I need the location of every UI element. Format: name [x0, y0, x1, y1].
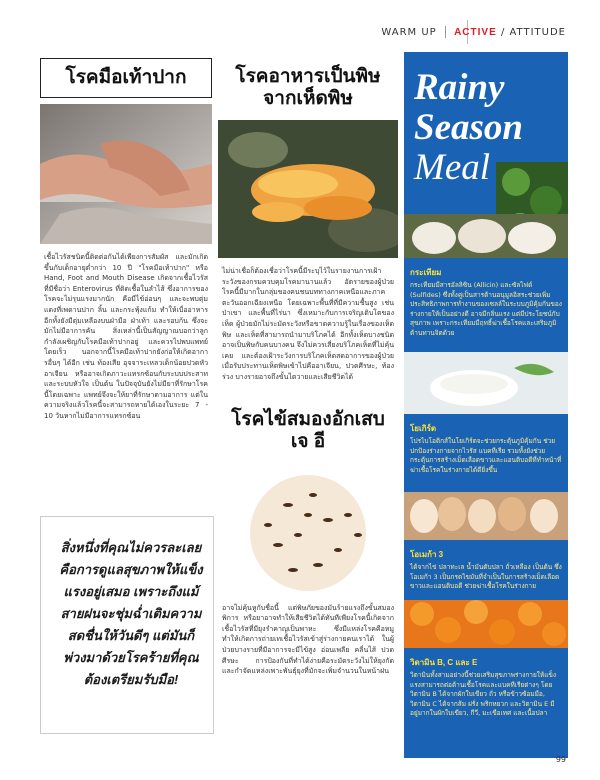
food-poisoning-title: โรคอาหารเป็นพิษ จากเห็ดพิษ	[235, 66, 381, 109]
food-omega3	[404, 492, 568, 592]
oranges-photo	[404, 600, 568, 648]
column-food-poisoning	[218, 52, 398, 677]
eggs-photo	[404, 492, 568, 540]
section-header	[381, 26, 566, 38]
column-hfmd	[40, 52, 212, 422]
food-desc-vitamins: วิตามินทั้งสามอย่างนี้ช่วยเสริมสุขภาพร่างกายให้แข็งแรงสามารถต่อต้านเชื้อโรคและแบคทีเรียต่างๆ โดยวิตามิน B ได้จากผักใบเขียว ถั่ว หรือข้าวซ้อมมือ, วิตามิน C ได้จากส้ม ฝรั่ง พริกหยวก และวิตามิน E มีอยู่มากในผักใบเขียว, กีวี, มะเขือเทศ และเนื้อปลา	[410, 671, 557, 718]
je-title: โรคไข้สมองอักเสบ เจ อี	[231, 408, 385, 452]
food-name-vitamins: วิตามิน B, C และ E	[410, 658, 478, 667]
header-section: WARM UP	[381, 27, 437, 38]
food-desc-yogurt: โปรไบโอติกส์ในโยเกิร์ตจะช่วยกระตุ้นภูมิคุ้มกัน ช่วยปกป้องร่างกายจากไวรัส แบคทีเรีย รวมทั้งยังช่วยกระตุ้นการสร้างเม็ดเลือดขาวและแอนติบอดีที่ทำหน้าที่ฆ่าเชื้อโรคในร่างกายได้ดียิ่งขึ้น	[410, 437, 562, 474]
header-separator	[445, 26, 446, 38]
food-name-yogurt: โยเกิร์ต	[410, 424, 437, 433]
hfmd-body: เชื้อไวรัสชนิดนี้ติดต่อกันได้เพียงการสัมผัส และมักเกิดขึ้นกับเด็กอายุต่ำกว่า 10 ปี "โรคมือเท้าปาก" หรือ Hand, Foot and Mouth Disease เกิดจากเชื้อไวรัสที่มีชื่อว่า Enterovirus ที่ติดเชื้อในลำไส้ ซึ่งอาการของโรคจะไม่รุนแรงมากนัก คือมีไข้อ่อนๆ และจะพบตุ่มแดงที่เพดานปาก ลิ้น และกระพุ้งแก้ม ทำให้เบื่ออาหาร อีกทั้งยังมีตุ่มเหลืองบนฝ่ามือ ฝ่าเท้า และรอบก้น ซึ่งจะมักไม่มีอาการคัน สิ่งเหล่านี้เป็นสัญญาณบอกว่าลูกกำลังเผชิญกับโรคมือเท้าปากอยู่ และควรไปพบแพทย์โดยเร็ว นอกจากนี้โรคมือเท้าปากยังก่อให้เกิดอาการอื่นๆ ได้อีก เช่น ท้องเสีย อุจจาระเหลวเด็กน้อยปวดหัว อาเจียน หรืออาจเกิดภาวะแทรกซ้อนกับระบบประสาทและระบบหัวใจ เป็นต้น ในปัจจุบันยังไม่มียาที่รักษาโรคนี้โดยเฉพาะ แพทย์จึงจะให้ยาที่รักษาตามอาการ แต่ในความจริงแล้วโรคนี้จะสามารถหายได้เองในระยะ 7 - 10 วันหากไม่มีอาการแทรกซ้อน	[44, 253, 208, 420]
page-number: 99	[555, 755, 566, 764]
hands-photo	[40, 104, 212, 244]
food-name-omega3: โอเมก้า 3	[410, 550, 444, 559]
food-yogurt	[404, 352, 568, 475]
mushroom-photo	[218, 120, 398, 258]
je-body: อาจไม่คุ้นหูกับชื่อนี้ แต่พิษภัยของมันร้ายแรงถึงขั้นสมองพิการ หรือยาอาจทำให้เสียชีวิตได้ทันทีเพียงโรคนี้เกิดจากเชื้อไวรัสที่มียุงรำคาญเป็นพาหะ ซึ่งมีแหล่งโรคคือหมู ทำให้เกิดการถ่ายเทเชื้อไวรัสเข้าสู่ร่างกายคนเราได้ ในผู้ป่วยบางรายที่มีอาการจะมีไข้สูง อ่อนเพลีย คลื่นไส้ ปวดศีรษะ การป้องกันที่ทำได้ง่ายคือระมัดระวังไม่ให้ยุงกัด และกำจัดแหล่งเพาะพันธุ์ยุงที่มักจะเพิ่มจำนวนในหน้าฝน	[222, 603, 394, 676]
food-desc-garlic: กระเทียมมีสารอัลลิซิน (Allicin) และซัลไฟด์ (Sulfides) ซึ่งทั้งคู่เป็นสารต้านอนุมูลอิสระช่วยเพิ่มประสิทธิภาพการทำงานของเซลล์ในระบบภูมิคุ้มกันของร่างกายให้เป็นอย่างดี อาจมีกลิ่นแรง แต่มีประโยชน์กับสุขภาพ เพราะกระเทียมมีฤทธิ์ฆ่าเชื้อโรคและเสริมภูมิต้านทานจิตด้วย	[410, 281, 562, 337]
yogurt-photo	[404, 352, 568, 414]
header-active: ACTIVE	[454, 27, 497, 38]
pull-quote: สิ่งหนึ่งที่คุณไม่ควรละเลยคือการดูแลสุขภาพให้แข็งแรงอยู่เสมอ เพราะถึงแม้สายฝนจะชุ่มฉ่ำเติมความสดชื่นให้วันดีๆ แต่มันก็พ่วงมาด้วยโรคร้ายที่คุณต้องเตรียมรับมือ!	[59, 540, 203, 687]
food-garlic	[404, 214, 568, 339]
food-desc-omega3: ได้จากไข่ ปลาทะเล น้ำมันตับปลา ถั่วเหลือง เป็นต้น ซึ่งโอเมก้า 3 เป็นกรดไขมันที่จำเป็นในการสร้างเม็ดเลือดขาวและแอนติบอดี ช่วยฆ่าเชื้อโรคในร่างกาย	[410, 563, 562, 591]
food-poisoning-body: ไม่น่าเชื่อก็ต้องเชื่อว่าโรคนี้มีระบุไว้ในรายงานการเฝ้าระวังของกรมควบคุมโรคมานานแล้ว อัตรายของผู้ป่วยโรคนี้มีมากในกลุ่มของคนชนบททางภาคเหนือและภาคตะวันออกเฉียงเหนือ โดยเฉพาะพื้นที่ที่มีความชื้นสูง เช่นป่าเขา และพื้นที่ไร่นา ซึ่งเหมาะกับการเจริญเติบโตของเห็ด ผู้ป่วยมักไม่ระมัดระวังหรือขาดความรู้ในเรื่องของเห็ดพิษ และเห็ดที่สามารถนำมาบริโภคได้ อีกทั้งเห็ดบางชนิดอาจเป็นพิษกับคนบางคน จึงไม่ควรเสี่ยงบริโภคเห็ดที่ไม่คุ้นเคย และต้องเฝ้าระวังการบริโภคเห็ดสดอาการของผู้ป่วยเมื่อรับประทานเห็ดพิษเข้าไปคืออาเจียน, ปวดศีรษะ, ท้องร่วง บางรายอาจถึงขั้นไตวายและเสียชีวิตได้	[222, 267, 394, 381]
food-vitamins	[404, 600, 568, 719]
meal-title-meal: Meal	[414, 147, 491, 188]
garlic-photo	[404, 214, 568, 258]
hfmd-title: โรคมือเท้าปาก	[40, 58, 212, 98]
meal-title-season: Season	[414, 107, 523, 148]
rainy-season-meal-panel	[404, 52, 568, 758]
mosquito-photo	[218, 465, 398, 595]
food-name-garlic: กระเทียม	[410, 268, 442, 277]
quote-box	[40, 516, 214, 734]
header-sub: / ATTITUDE	[500, 27, 566, 38]
meal-title-rainy: Rainy	[414, 67, 505, 108]
